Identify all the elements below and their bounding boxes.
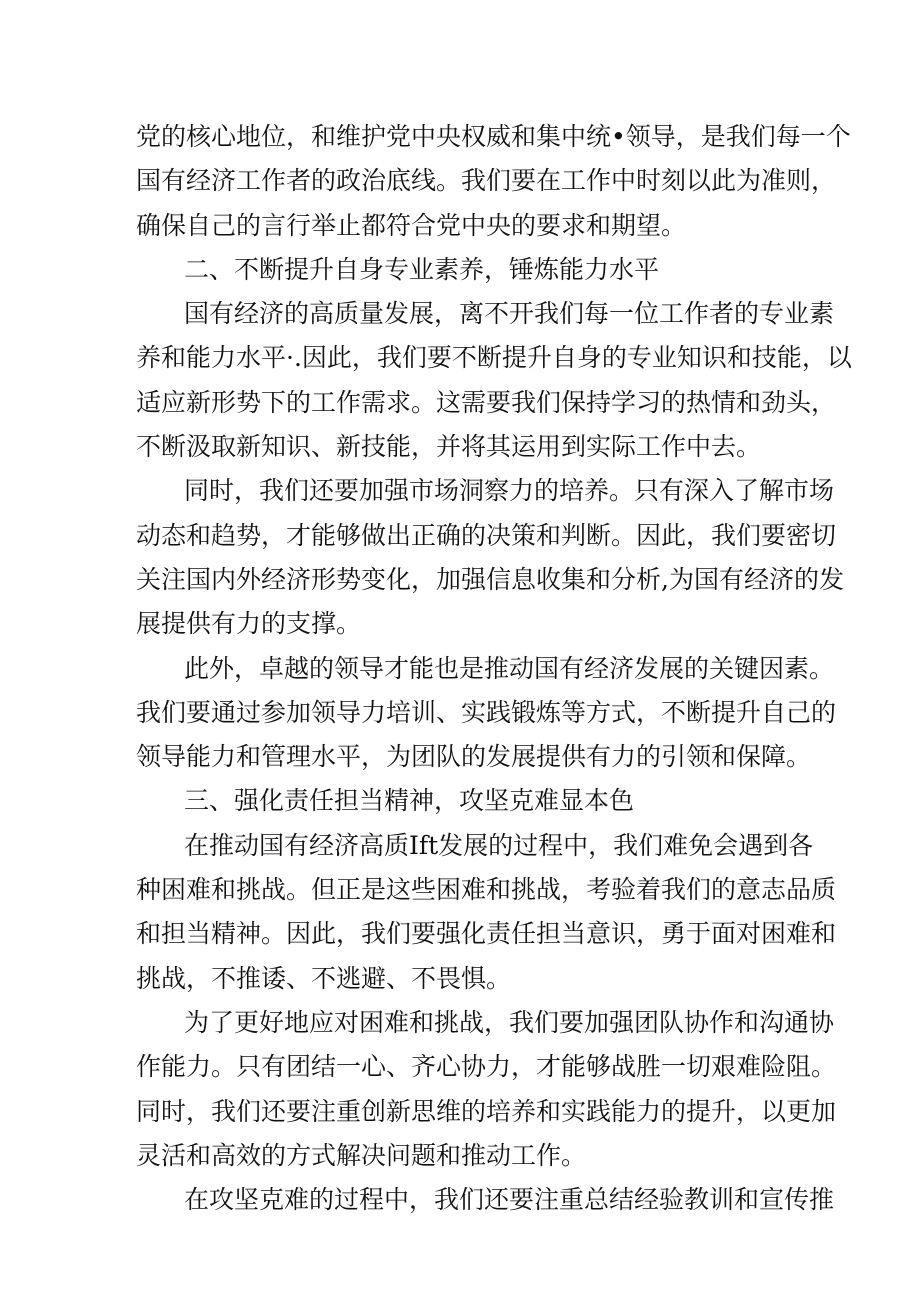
text-line: 作能力。只有团结一心、齐心协力，才能够战胜一切艰难险阻。 bbox=[136, 1052, 837, 1082]
text-line: 在推动国有经济高质Ift发展的过程中，我们难免会遇到各 bbox=[184, 830, 814, 860]
text-line: 我们要通过参加领导力培训、实践锻炼等方式，不断提升自己的 bbox=[136, 697, 837, 727]
text-line: 和担当精神。因此，我们要强化责任担当意识，勇于面对困难和 bbox=[136, 919, 837, 949]
text-line: 二、不断提升自身专业素养，锤炼能力水平 bbox=[184, 254, 660, 284]
text-line: 关注国内外经济形势变化，加强信息收集和分析,为国有经济的发 bbox=[136, 564, 844, 594]
text-line: 不断汲取新知识、新技能，并将其运用到实际工作中去。 bbox=[136, 432, 762, 462]
text-line: 同时，我们还要加强市场洞察力的培养。只有深入了解市场 bbox=[184, 476, 835, 506]
text-line: 种困难和挑战。但正是这些困难和挑战，考验着我们的意志品质 bbox=[136, 875, 837, 905]
document-body bbox=[136, 115, 852, 1222]
text-line: 灵活和高效的方式解决问题和推动工作。 bbox=[136, 1140, 587, 1170]
text-line: 展提供有力的支撑。 bbox=[136, 609, 362, 639]
text-line: 国有经济工作者的政治底线。我们要在工作中时刻以此为准则， bbox=[136, 166, 837, 196]
text-line: 国有经济的高质量发展，离不开我们每一位工作者的专业素 bbox=[184, 299, 835, 329]
text-line: 此外，卓越的领导才能也是推动国有经济发展的关键因素。 bbox=[184, 653, 835, 683]
text-line: 党的核心地位，和维护党中央权威和集中统•领导，是我们每一个 bbox=[136, 122, 851, 151]
text-line: 养和能力水平·.因此，我们要不断提升自身的专业知识和技能，以 bbox=[136, 343, 852, 373]
text-line: 在攻坚克难的过程中，我们还要注重总结经验教训和宣传推 bbox=[184, 1185, 835, 1215]
text-line: 挑战，不推诿、不逃避、不畏惧。 bbox=[136, 963, 512, 993]
text-line: 领导能力和管理水平，为团队的发展提供有力的引领和保障。 bbox=[136, 742, 812, 772]
text-line: 三、强化责任担当精神，攻坚克难显本色 bbox=[184, 786, 635, 816]
text-line: 为了更好地应对困难和挑战，我们要加强团队协作和沟通协 bbox=[184, 1007, 835, 1037]
text-line: 适应新形势下的工作需求。这需要我们保持学习的热情和劲头， bbox=[136, 387, 837, 417]
text-line: 同时，我们还要注重创新思维的培养和实践能力的提升，以更加 bbox=[136, 1096, 837, 1126]
text-line: 动态和趋势，才能够做出正确的决策和判断。因此，我们要密切 bbox=[136, 520, 837, 550]
text-line: 确保自己的言行举止都符合党中央的要求和期望。 bbox=[136, 210, 687, 240]
